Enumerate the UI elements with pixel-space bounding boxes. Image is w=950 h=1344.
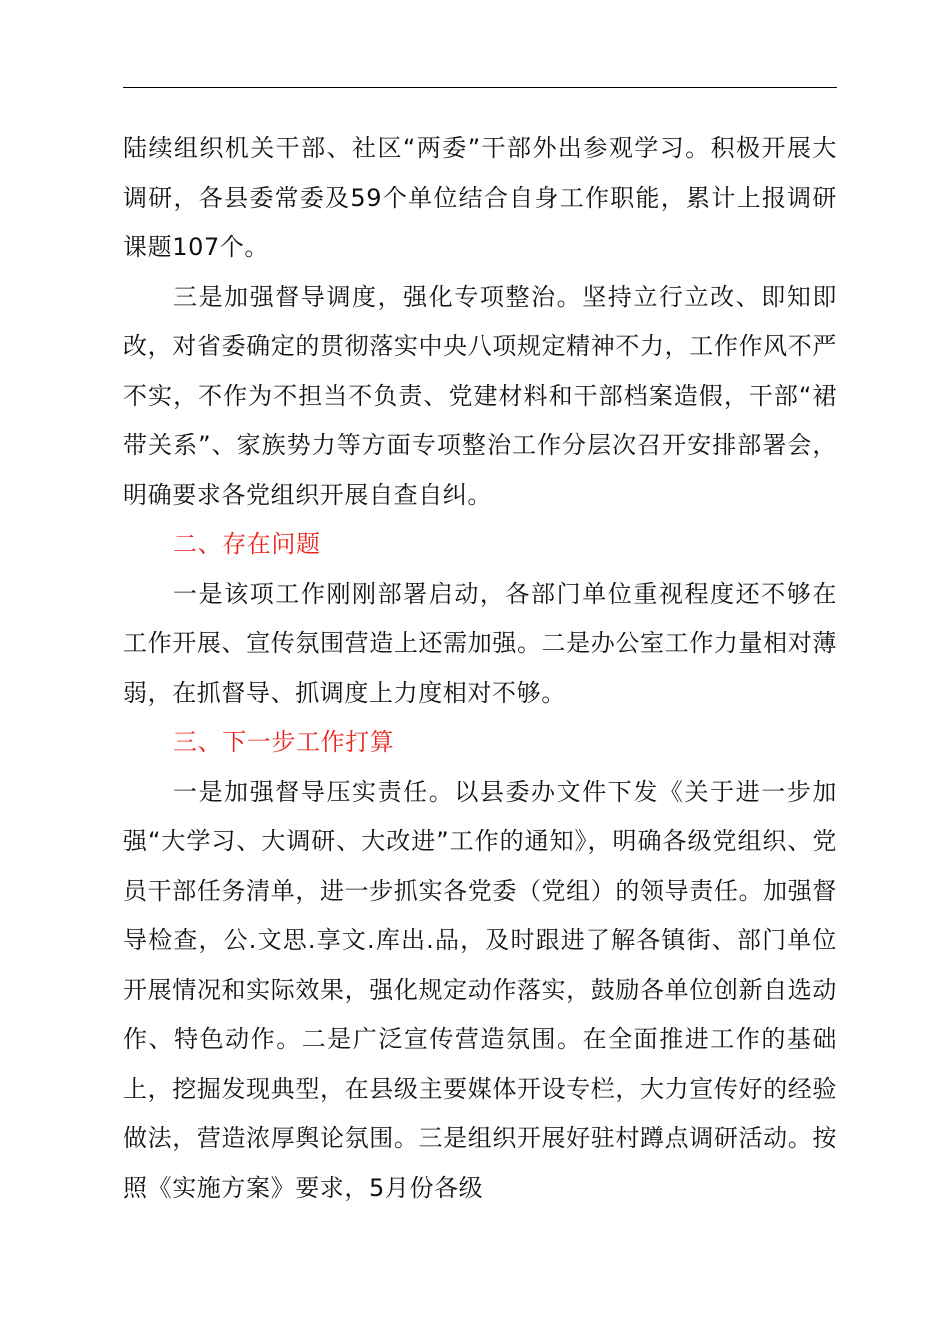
paragraph-problems: 一是该项工作刚刚部署启动，各部门单位重视程度还不够在工作开展、宣传氛围营造上还需加强。二是办公室工作力量相对薄弱，在抓督导、抓调度上力度相对不够。: [123, 579, 837, 707]
paragraph-study-tour: 陆续组织机关干部、社区“两委”干部外出参观学习。积极开展大调研，各县委常委及59个单位结合自身工作职能，累计上报调研课题107个。: [123, 134, 837, 261]
document-body: [123, 124, 837, 1213]
section-heading-next-steps: 三、下一步工作打算: [173, 728, 395, 756]
paragraph-next-steps: 一是加强督导压实责任。以县委办文件下发《关于进一步加强“大学习、大调研、大改进”工作的通知》，明确各级党组织、党员干部任务清单，进一步抓实各党委（党组）的领导责任。加强督导检查，公.文思.享文.库出.品，及时跟进了解各镇街、部门单位开展情况和实际效果，强化规定动作落实，鼓励各单位创新自选动作、特色动作。二是广泛宣传营造氛围。在全面推进工作的基础上，挖掘发现典型，在县级主要媒体开设专栏，大力宣传好的经验做法，营造浓厚舆论氛围。三是组织开展好驻村蹲点调研活动。按照《实施方案》要求，5月份各级: [123, 777, 837, 1202]
header-rule: [123, 87, 837, 88]
paragraph-supervision: 三是加强督导调度，强化专项整治。坚持立行立改、即知即改，对省委确定的贯彻落实中央八项规定精神不力，工作作风不严不实，不作为不担当不负责、党建材料和干部档案造假，干部“裙带关系”、家族势力等方面专项整治工作分层次召开安排部署会，明确要求各党组织开展自查自纠。: [123, 282, 837, 509]
section-heading-problems: 二、存在问题: [173, 530, 321, 558]
